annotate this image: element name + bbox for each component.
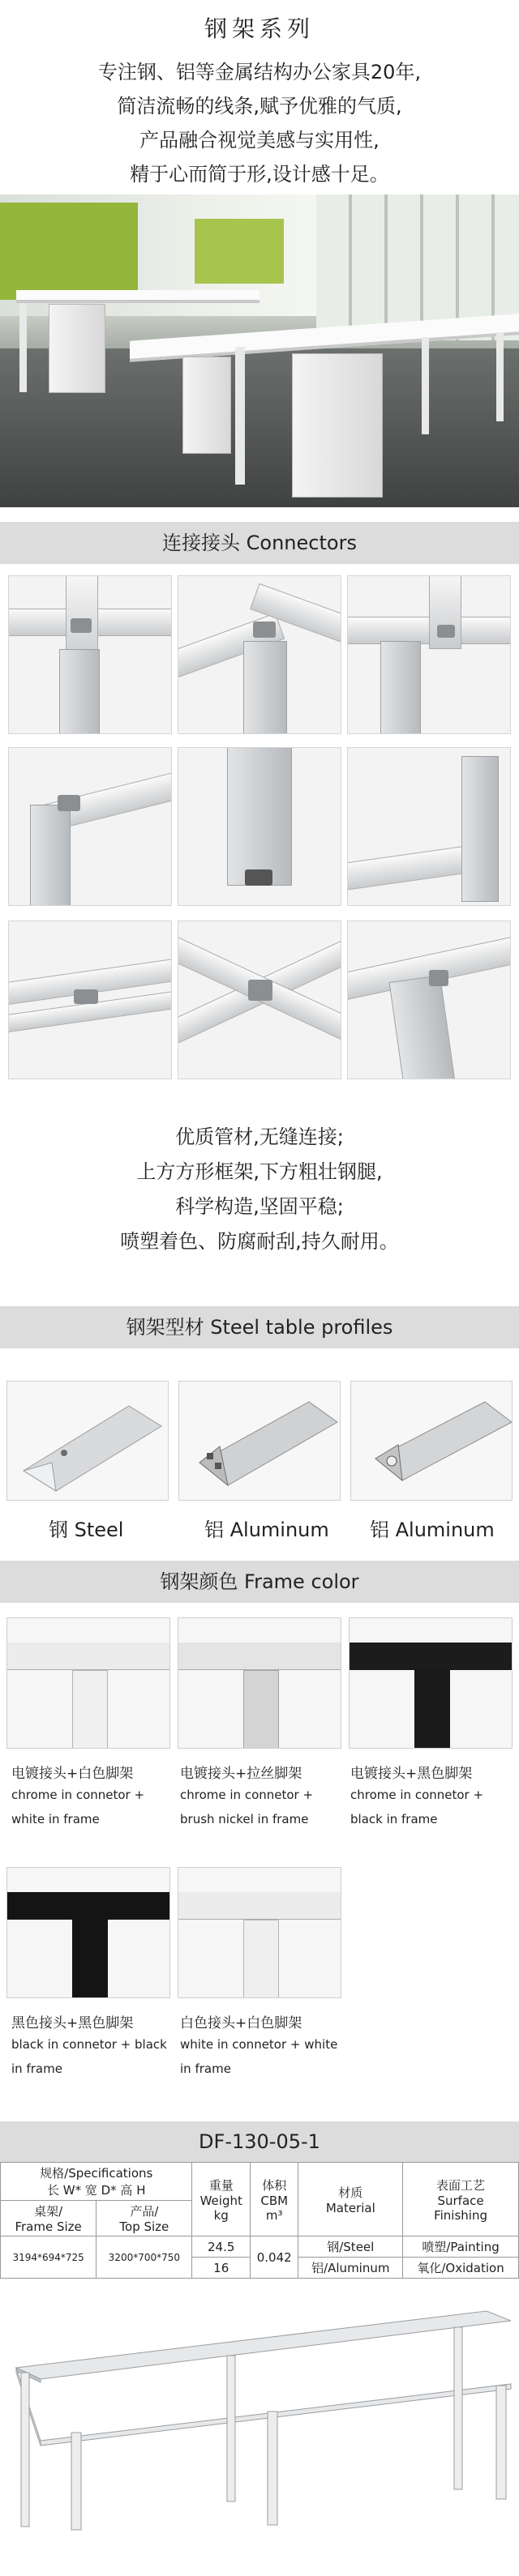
frame-color-section [0,1603,519,2121]
color-swatch-image [349,1617,513,1749]
color-name-cn: 黑色接头+黑色脚架 [11,2015,134,2031]
green-wall-panel [195,219,284,284]
connector-image [347,747,511,906]
color-name-cn: 电镀接头+白色脚架 [11,1766,134,1782]
color-name-en: chrome in connetor + white in frame [11,1788,145,1826]
section-bar-profiles: 钢架型材 Steel table profiles [0,1306,519,1348]
color-name-en: chrome in connetor + brush nickel in frame [180,1788,314,1826]
feature-line: 优质管材,无缝连接; [175,1126,344,1148]
desk-leg [496,332,504,421]
connector-image [347,575,511,734]
feature-text [0,1112,519,1306]
color-name-en: chrome in connetor + black in frame [350,1788,484,1826]
profile-label: 铝 Aluminum [370,1519,495,1541]
profile-label: 钢 Steel [49,1519,124,1541]
connector-image [178,921,341,1079]
color-swatch-image [6,1867,170,1998]
page-title: 钢架系列 [204,15,315,42]
section-bar-frame-color: 钢架颜色 Frame color [0,1561,519,1603]
model-number-bar: DF-130-05-1 [0,2121,519,2162]
spec-header-top-size: 产品/ Top Size [97,2201,192,2236]
spec-table [0,2162,519,2279]
spec-header-weight: 重量 Weight kg [192,2163,251,2236]
spec-material: 钢/Steel [298,2236,403,2258]
intro-line: 简洁流畅的线条,赋予优雅的气质, [117,95,402,117]
color-name-cn: 白色接头+白色脚架 [180,2015,302,2031]
swatch-top [7,1892,170,1920]
desk-leg [19,303,27,392]
swatch-leg [243,1920,279,1998]
connector-image [178,747,341,906]
color-swatch-image [178,1617,341,1749]
swatch-top [178,1892,341,1920]
spec-weight: 24.5 [192,2236,251,2258]
connector-image [8,747,172,906]
spec-header-size: 规格/Specifications 长 W* 宽 D* 高 H [1,2163,192,2201]
color-swatch-image [178,1867,341,1998]
steel-profile-image [6,1381,169,1501]
color-swatch-image [6,1617,170,1749]
drawer-cabinet [292,353,383,498]
profile-label: 铝 Aluminum [204,1519,329,1541]
connector-image [8,921,172,1079]
spec-material: 铝/Aluminum [298,2258,403,2279]
spec-finish: 氧化/Oxidation [403,2258,519,2279]
desk-leg [422,337,429,434]
connector-image [8,575,172,734]
desk-top [16,290,260,303]
drawer-cabinet [182,357,231,454]
connector-grid [0,564,519,1112]
spec-frame-size: 3194*694*725 [1,2236,97,2279]
intro-text [0,50,519,194]
spec-header-frame-size: 桌架/ Frame Size [1,2201,97,2236]
color-name-cn: 电镀接头+拉丝脚架 [180,1766,302,1782]
swatch-leg [72,1920,108,1998]
spec-top-size: 3200*700*750 [97,2236,192,2279]
connector-image [347,921,511,1079]
color-name-cn: 电镀接头+黑色脚架 [350,1766,473,1782]
green-wall-panel [0,203,138,300]
connector-image [178,575,341,734]
drawer-cabinet [49,304,105,393]
spec-header-finish: 表面工艺 Surface Finishing [403,2163,519,2236]
office-photo [0,194,519,507]
swatch-leg [414,1670,450,1749]
intro-line: 精于心而简于形,设计感十足。 [130,163,389,186]
profiles-section [0,1348,519,1561]
section-bar-connectors: 连接接头 Connectors [0,522,519,564]
swatch-top [178,1643,341,1670]
swatch-top [350,1643,513,1670]
color-name-en: black in connetor + black in frame [11,2037,167,2076]
feature-line: 科学构造,坚固平稳; [175,1195,344,1218]
aluminum-profile-image [350,1381,513,1501]
swatch-leg [72,1670,108,1749]
spec-weight: 16 [192,2258,251,2279]
frame-product-image [0,2279,519,2557]
spec-header-volume: 体积 CBM m³ [250,2163,298,2236]
intro-line: 专注钢、铝等金属结构办公家具20年, [97,61,422,83]
spec-finish: 喷塑/Painting [403,2236,519,2258]
spec-volume: 0.042 [250,2236,298,2279]
spec-header-material: 材质 Material [298,2163,403,2236]
color-name-en: white in connetor + white in frame [180,2037,338,2076]
swatch-top [7,1643,170,1670]
feature-line: 上方方形框架,下方粗壮钢腿, [136,1160,383,1183]
swatch-leg [243,1670,279,1749]
aluminum-profile-image [178,1381,341,1501]
feature-line: 喷塑着色、防腐耐刮,持久耐用。 [120,1230,399,1253]
desk-leg [235,347,245,485]
intro-line: 产品融合视觉美感与实用性, [139,129,380,152]
